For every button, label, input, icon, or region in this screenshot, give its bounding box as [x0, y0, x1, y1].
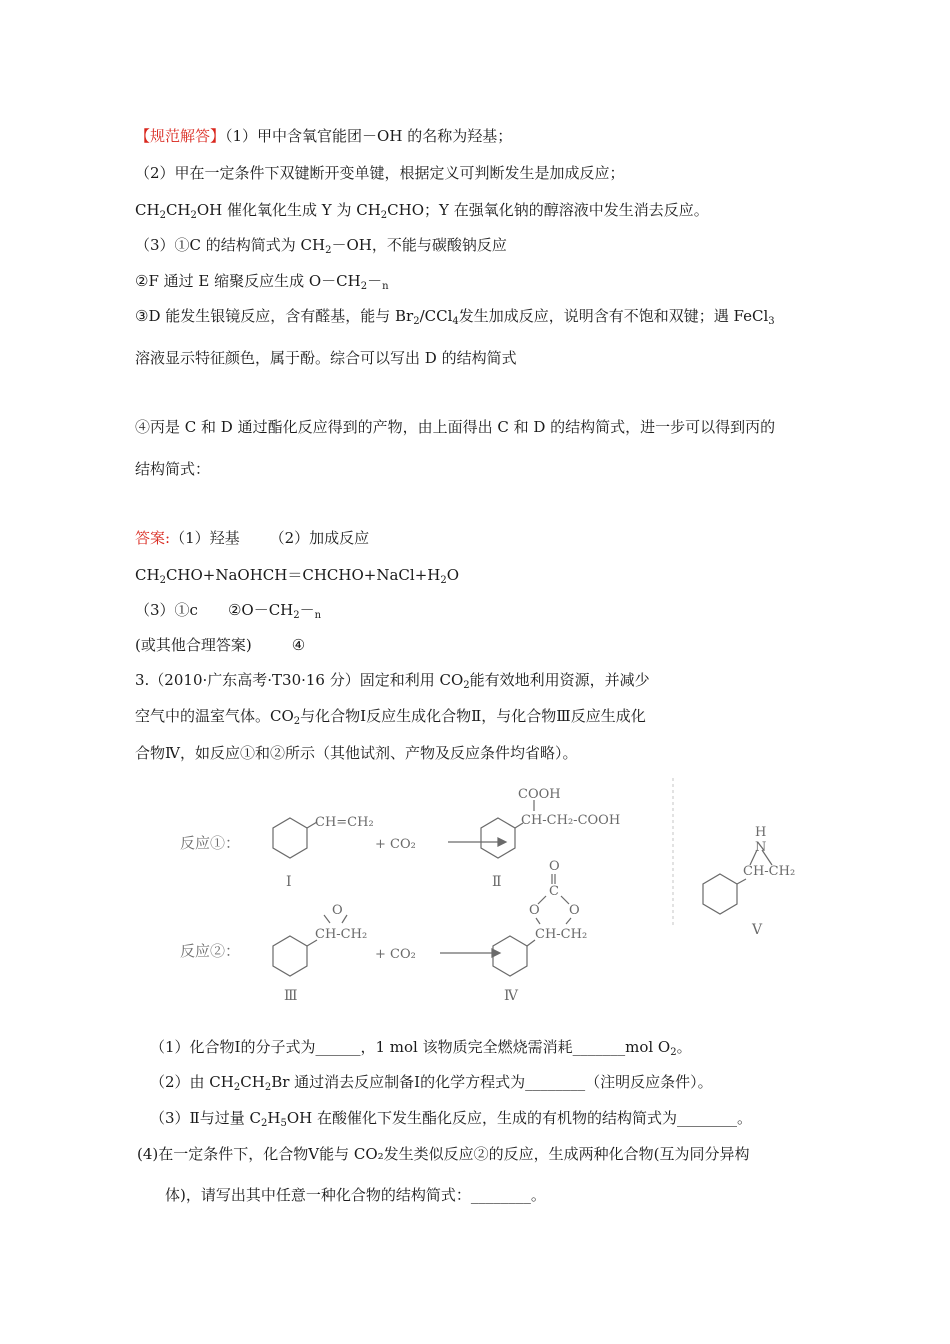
reaction-diagram — [180, 778, 810, 1008]
text-segment: Br 通过消去反应制备Ⅰ的化学方程式为________（注明反应条件）。 — [271, 1073, 713, 1091]
plus-co2-1: + CO₂ — [375, 837, 416, 852]
benzene-ring-iii — [273, 936, 307, 976]
solution-line-6 — [135, 306, 775, 326]
subscript: 2 — [463, 680, 470, 691]
text-segment: H — [267, 1109, 281, 1127]
subscript: 2 — [159, 210, 166, 221]
subscript: 2 — [293, 716, 301, 727]
answer-4b: ④ — [291, 636, 306, 654]
reaction-2-label: 反应②： — [180, 942, 241, 960]
text-segment: 发生加成反应，说明含有不饱和双键；遇 FeCl — [458, 307, 769, 325]
carbonate-left-oxygen: O — [529, 903, 540, 918]
solution-line-9: 结构简式： — [135, 460, 211, 478]
answer-4a: (或其他合理答案) — [135, 636, 252, 654]
text-segment: CH — [135, 201, 160, 219]
epoxide-chain: CH-CH₂ — [315, 927, 368, 942]
subscript: 5 — [280, 1118, 287, 1129]
answer-line-3 — [135, 600, 321, 620]
subscript: 2 — [325, 245, 332, 256]
subscript: 2 — [159, 575, 166, 586]
carbonate-chain: CH-CH₂ — [535, 927, 588, 942]
text-segment: （3）Ⅱ与过量 C — [150, 1109, 261, 1127]
answer-line-2 — [135, 565, 459, 585]
v-chain: CH-CH₂ — [743, 864, 796, 879]
v-nitrogen: N — [755, 840, 767, 855]
solution-line-7: 溶液显示特征颜色，属于酚。综合可以写出 D 的结构简式 — [135, 349, 517, 367]
text-segment: CHO+NaOHCH＝CHCHO+NaCl+H — [165, 566, 441, 584]
text-segment: （2）由 CH — [150, 1073, 234, 1091]
text-segment: CH — [240, 1073, 265, 1091]
solution-line-2: （2）甲在一定条件下双键断开变单键，根据定义可判断发生是加成反应； — [135, 164, 625, 182]
subscript: 2 — [440, 575, 447, 586]
subscript: 2 — [233, 1082, 241, 1093]
subscript: 2 — [360, 281, 368, 292]
compound-v-label: Ⅴ — [752, 922, 763, 938]
text-segment: （1）化合物Ⅰ的分子式为______，1 mol 该物质完全燃烧需消耗_______mol O — [150, 1038, 671, 1056]
benzene-ring-v — [703, 874, 737, 914]
solution-line-8: ④丙是 C 和 D 通过酯化反应得到的产物，由上面得出 C 和 D 的结构简式，进一步可以得到丙的 — [135, 418, 776, 436]
answer-3b — [228, 601, 321, 619]
benzene-ring-iv — [493, 936, 527, 976]
answer-1: （1）羟基 — [170, 529, 240, 547]
question-line-2 — [135, 706, 646, 726]
reaction-1-label: 反应①： — [180, 834, 241, 852]
subquestion-3 — [150, 1108, 752, 1128]
answer-2-label: （2）加成反应 — [269, 529, 370, 547]
cooh-group: COOH — [518, 787, 561, 802]
subscript: 2 — [190, 210, 197, 221]
question-line-3: 合物Ⅳ，如反应①和②所示（其他试剂、产物及反应条件均省略）。 — [135, 744, 578, 762]
subscript: 2 — [380, 210, 388, 221]
text-segment: 3.（2010·广东高考·T30·16 分）固定和利用 CO — [135, 671, 464, 689]
compound-ii-label: Ⅱ — [492, 874, 502, 890]
text-segment: /CCl — [419, 307, 453, 325]
text-segment: CH — [135, 566, 160, 584]
carbonate-right-oxygen: O — [569, 903, 580, 918]
solution-line-1 — [135, 126, 512, 146]
text-segment: － — [367, 272, 383, 290]
solution-tag: 【规范解答】 — [135, 127, 226, 145]
text-segment: CHO；Y 在强氧化钠的醇溶液中发生消去反应。 — [387, 201, 709, 219]
text-segment: －OH，不能与碳酸钠反应 — [331, 236, 507, 254]
benzene-ring-i — [273, 818, 307, 858]
solution-line-3 — [135, 200, 709, 220]
text-segment: CH — [165, 201, 191, 219]
answer-tag: 答案: — [135, 529, 171, 547]
solution-line-4 — [135, 235, 507, 255]
subscript: n — [314, 610, 322, 621]
text-segment: ②F 通过 E 缩聚反应生成 O－CH — [135, 272, 361, 290]
solution-text-1: （1）甲中含氧官能团－OH 的名称为羟基； — [225, 127, 513, 145]
subscript: 3 — [768, 316, 775, 327]
plus-co2-2: + CO₂ — [375, 947, 416, 962]
subquestion-2 — [150, 1072, 713, 1092]
subscript: 4 — [452, 316, 459, 327]
carbonate-top-oxygen: O — [549, 859, 560, 874]
text-segment: ②O－CH — [227, 601, 294, 619]
solution-line-5 — [135, 271, 389, 291]
subscript: 2 — [261, 1118, 268, 1129]
subquestion-1 — [150, 1037, 692, 1057]
answer-3a: （3）①c — [135, 601, 198, 619]
text-segment: OH 在酸催化下发生酯化反应，生成的有机物的结构简式为________。 — [286, 1109, 752, 1127]
subquestion-4-line-2: 体)，请写出其中任意一种化合物的结构简式：________。 — [165, 1186, 546, 1204]
text-segment: （3）①C 的结构简式为 CH — [135, 236, 326, 254]
text-segment: OH 催化氧化生成 Y 为 CH — [196, 201, 381, 219]
compound-i-label: Ⅰ — [286, 874, 292, 890]
text-segment: 空气中的温室气体。CO — [135, 707, 294, 725]
carbonate-carbon: C — [549, 884, 559, 899]
text-segment: 与化合物Ⅰ反应生成化合物Ⅱ，与化合物Ⅲ反应生成化 — [300, 707, 646, 725]
subquestion-4-line-1: (4)在一定条件下，化合物Ⅴ能与 CO₂发生类似反应②的反应，生成两种化合物(互为同分异构 — [137, 1145, 750, 1163]
compound-iii-label: Ⅲ — [284, 988, 298, 1004]
text-segment: ③D 能发生银镜反应，含有醛基，能与 Br — [135, 307, 414, 325]
text-segment: 。 — [676, 1038, 692, 1056]
text-segment: 能有效地利用资源，并减少 — [469, 671, 650, 689]
subscript: 2 — [293, 610, 300, 621]
subscript: 2 — [264, 1082, 272, 1093]
epoxide-oxygen: O — [332, 903, 343, 918]
subscript: 2 — [413, 316, 420, 327]
vinyl-group: CH=CH₂ — [315, 815, 374, 830]
text-segment: － — [299, 601, 315, 619]
answer-line-4 — [135, 635, 305, 655]
text-segment: O — [446, 566, 460, 584]
answer-line-1 — [135, 528, 369, 548]
question-line-1 — [135, 670, 650, 690]
compound-iv-label: Ⅳ — [504, 988, 518, 1004]
compound-ii-chain: CH-CH₂-COOH — [521, 813, 621, 828]
subscript: 2 — [670, 1047, 677, 1058]
v-hydrogen: H — [755, 825, 767, 840]
subscript: n — [382, 281, 389, 292]
